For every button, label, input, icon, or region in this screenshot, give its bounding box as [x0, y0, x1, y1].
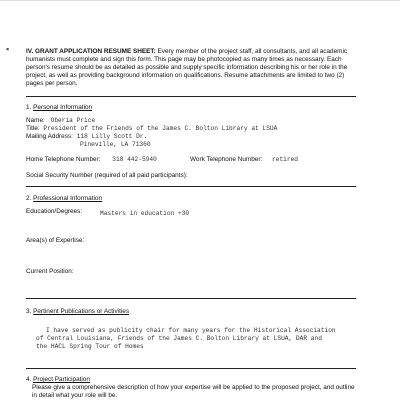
intro-line-4: project, as well as providing background information on qualifications. Resume attachments are limited to two (2)	[26, 72, 345, 79]
section1-heading	[26, 104, 92, 111]
education-value: Masters in education +30	[100, 210, 190, 217]
education-label: Education/Degrees:	[26, 208, 83, 215]
divider	[26, 186, 356, 187]
section2-number: 2.	[26, 195, 32, 202]
mailing-label: Mailing Address:	[26, 133, 73, 140]
intro-line-2: humanists must complete and sign this form. This page may be photocopied as many times as necessary. Each	[26, 56, 342, 63]
intro-line-3: person's resume should be as detailed as possible and supply specific information describing his or her role in the	[26, 64, 348, 71]
activity-line-3: the HACL Spring Tour of Homes	[36, 343, 144, 350]
title-value: President of the Friends of the James C. Bolton Library at LSUA	[43, 125, 278, 132]
home-phone-label: Home Telephone Number:	[26, 156, 101, 163]
section3-number: 3.	[26, 308, 32, 315]
divider	[26, 298, 356, 299]
participation-line-2: in detail what your role will be.	[32, 392, 118, 399]
margin-mark: ▪	[6, 44, 10, 54]
scan-top-edge	[0, 0, 400, 1]
header-line-1	[26, 48, 347, 55]
section4-heading	[26, 376, 90, 383]
section3-heading	[26, 308, 129, 315]
work-phone-row	[190, 156, 298, 163]
section2-heading	[26, 195, 102, 202]
name-row	[26, 117, 95, 124]
section3-title: Pertinent Publications or Activities	[33, 308, 130, 315]
intro-line-5: pages per person.	[26, 80, 78, 87]
mailing-row	[26, 133, 147, 140]
section2-title: Professional Information	[33, 195, 103, 202]
work-phone-value: retired	[272, 156, 299, 163]
title-label: Title:	[26, 125, 40, 132]
activity-line-1: I have served as publicity chair for many years for the Historical Association	[46, 327, 336, 334]
intro-line-1: Every member of the project staff, all consultants, and all academic	[157, 48, 348, 55]
name-value: Oberia Price	[50, 117, 96, 124]
section4-number: 4.	[26, 376, 32, 383]
position-label: Current Position:	[26, 268, 74, 275]
divider	[26, 96, 356, 97]
mailing-line-2: Pineville, LA 71360	[80, 141, 151, 148]
activity-line-2: of Central Louisiana, Friends of the James C. Bolton Library at LSUA, DAR and	[36, 335, 322, 342]
name-label: Name:	[26, 117, 45, 124]
divider	[26, 368, 356, 369]
expertise-label: Area(s) of Expertise:	[26, 237, 85, 244]
sheet-title: IV. GRANT APPLICATION RESUME SHEET:	[26, 48, 156, 55]
participation-line-1: Please give a comprehensive description of how your expertise will be applied to the proposed project, and outline	[32, 384, 355, 391]
title-row	[26, 125, 277, 132]
work-phone-label: Work Telephone Number:	[190, 156, 263, 163]
ssn-label: Social Security Number (required of all paid participants):	[26, 172, 188, 179]
home-phone-value: 318 442-5940	[112, 156, 157, 163]
section1-number: 1.	[26, 104, 32, 111]
section4-title: Project Participation	[33, 376, 90, 383]
mailing-line-1: 118 Lilly Scott Dr.	[76, 133, 148, 140]
home-phone-row	[26, 156, 157, 163]
section1-title: Personal Information	[33, 104, 93, 111]
